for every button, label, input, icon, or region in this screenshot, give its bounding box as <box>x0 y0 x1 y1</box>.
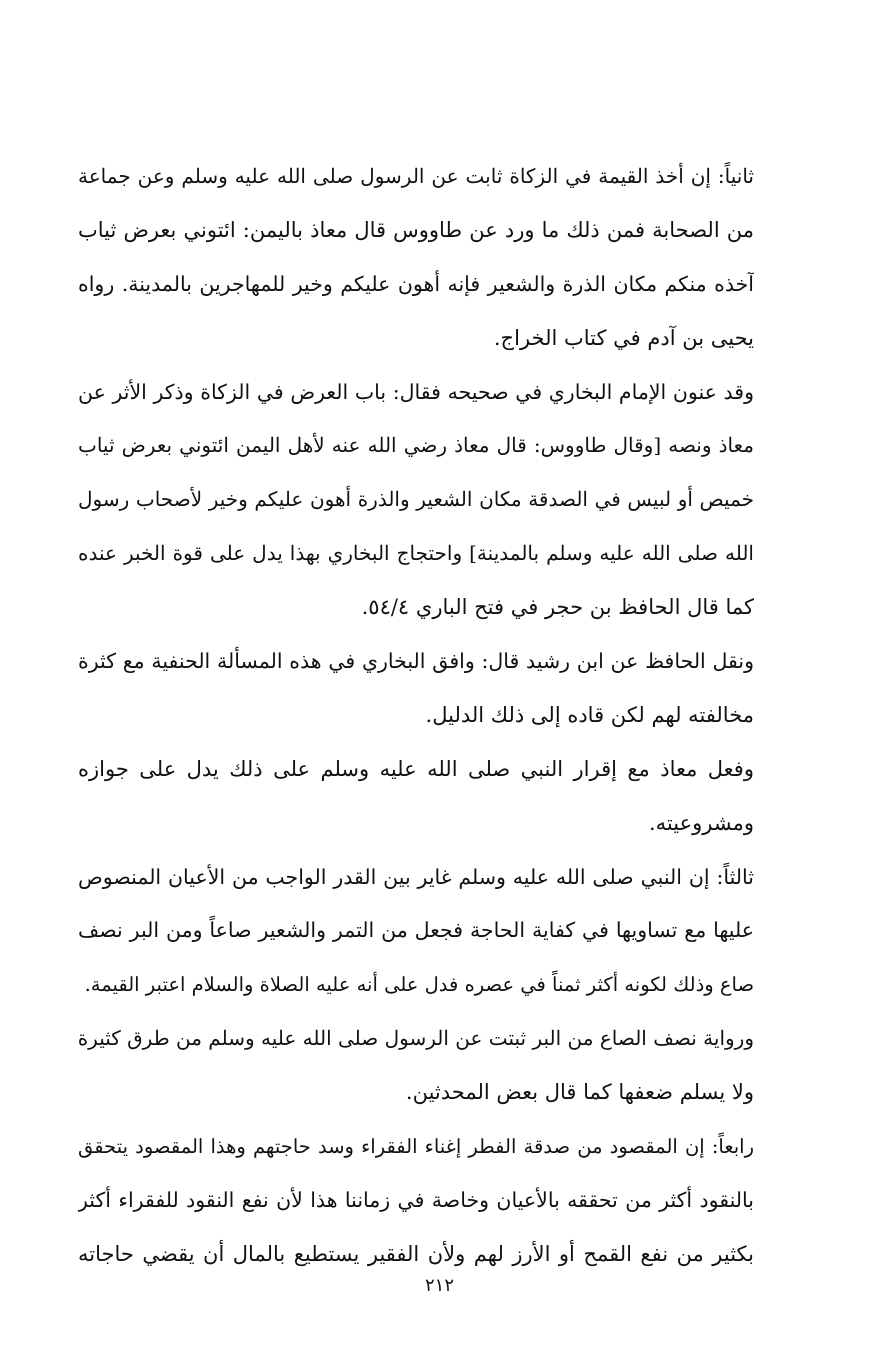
text-line: ومشروعيته. <box>649 810 754 835</box>
text-line: كما قال الحافظ بن حجر في فتح الباري ٥٤/٤. <box>361 595 754 620</box>
text-line: ولا يسلم ضعفها كما قال بعض المحدثين. <box>405 1080 754 1105</box>
text-line: عليها مع تساويها في كفاية الحاجة فجعل من التمر والشعير صاعاً ومن البر نصف <box>78 918 754 943</box>
text-line: ورواية نصف الصاع من البر ثبتت عن الرسول صلى الله عليه وسلم من طرق كثيرة <box>78 1026 754 1051</box>
text-line: معاذ ونصه [وقال طاووس: قال معاذ رضي الله عنه لأهل اليمن ائتوني بعرض ثياب <box>78 433 754 458</box>
text-line: آخذه منكم مكان الذرة والشعير فإنه أهون عليكم وخير للمهاجرين بالمدينة. رواه <box>78 271 754 296</box>
text-line: وفعل معاذ مع إقرار النبي صلى الله عليه وسلم على ذلك يدل على جوازه <box>78 756 754 781</box>
text-line: وقد عنون الإمام البخاري في صحيحه فقال: باب العرض في الزكاة وذكر الأثر عن <box>78 379 754 404</box>
text-line: رابعاً: إن المقصود من صدقة الفطر إغناء الفقراء وسد حاجتهم وهذا المقصود يتحقق <box>78 1135 754 1159</box>
text-line: صاع وذلك لكونه أكثر ثمناً في عصره فدل على أنه عليه الصلاة والسلام اعتبر القيمة. <box>84 973 754 997</box>
text-line: بالنقود أكثر من تحققه بالأعيان وخاصة في زماننا هذا لأن نفع النقود للفقراء أكثر <box>78 1187 754 1212</box>
text-line: مخالفته لهم لكن قاده إلى ذلك الدليل. <box>425 702 754 727</box>
text-line: ثانياً: إن أخذ القيمة في الزكاة ثابت عن الرسول صلى الله عليه وسلم وعن جماعة <box>78 164 754 188</box>
text-line: بكثير من نفع القمح أو الأرز لهم ولأن الفقير يستطيع بالمال أن يقضي حاجاته <box>78 1241 754 1266</box>
text-line: يحيى بن آدم في كتاب الخراج. <box>493 325 754 350</box>
body-text <box>78 150 754 1282</box>
text-line: ونقل الحافظ عن ابن رشيد قال: وافق البخاري في هذه المسألة الحنفية مع كثرة <box>78 649 754 674</box>
page-number: ٢١٢ <box>424 1275 454 1296</box>
text-line: ثالثاً: إن النبي صلى الله عليه وسلم غاير بين القدر الواجب من الأعيان المنصوص <box>78 864 754 889</box>
text-line: من الصحابة فمن ذلك ما ورد عن طاووس قال معاذ باليمن: ائتوني بعرض ثياب <box>78 217 754 242</box>
text-line: خميص أو لبيس في الصدقة مكان الشعير والذرة أهون عليكم وخير لأصحاب رسول <box>78 487 754 512</box>
text-line: الله صلى الله عليه وسلم بالمدينة] واحتجاج البخاري بهذا يدل على قوة الخبر عنده <box>78 541 754 566</box>
